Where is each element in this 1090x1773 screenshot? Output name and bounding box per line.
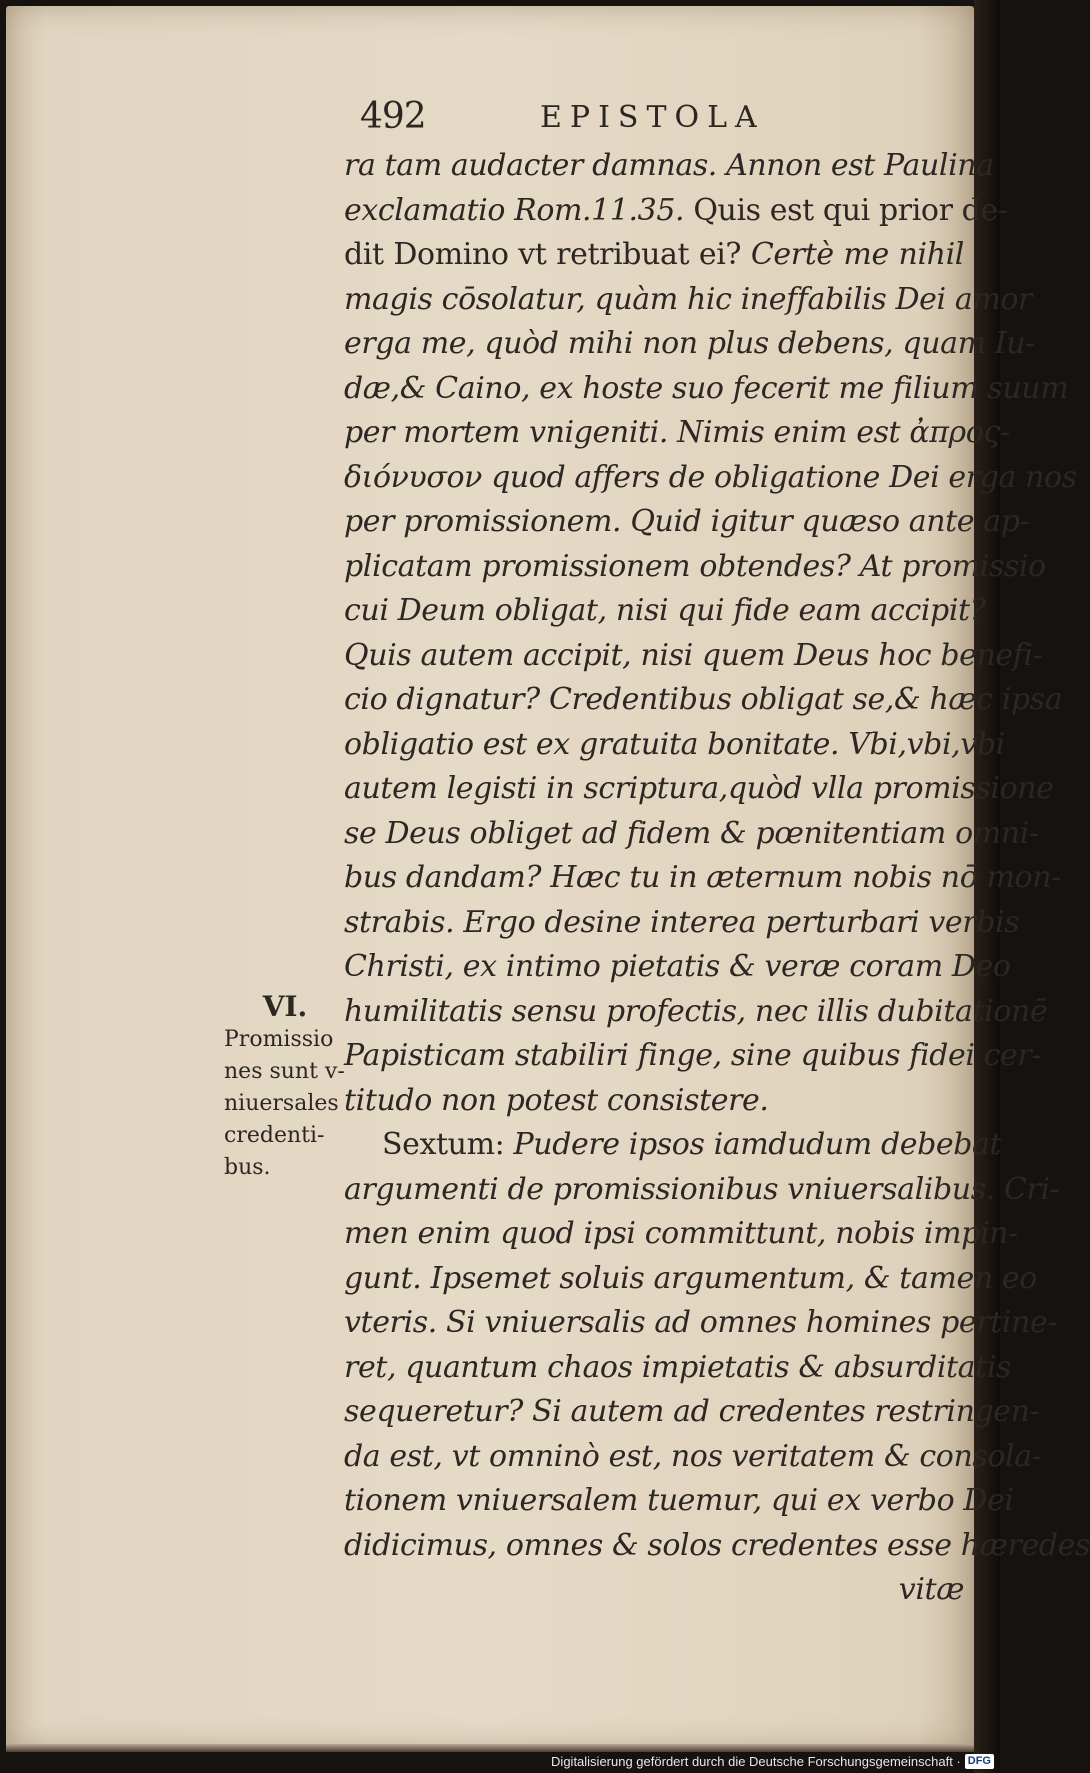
text-line [344,322,1035,367]
marginal-note-line: niuersales [224,1091,339,1116]
dfg-logo-icon: DFG [965,1754,994,1769]
text-line [344,634,1043,679]
text-line [344,456,1077,501]
text-line [344,945,1011,990]
body-text [344,144,1090,1613]
text-line [344,1301,1058,1346]
marginal-note-line: credenti- [224,1123,325,1148]
text-line-italic: tionem vniuersalem tuemur, qui ex verbo Dei [344,1483,1014,1518]
text-line [344,723,1005,768]
text-line [344,233,964,278]
text-line [344,1123,1002,1168]
text-line [344,812,1039,857]
text-line [344,1568,964,1613]
text-line [344,1390,1040,1435]
text-line [344,367,1069,412]
text-line-italic: ret, quantum chaos impietatis & absurditatis [344,1349,1012,1385]
text-line [344,1079,964,1124]
text-line-roman: Quis est qui prior de- [684,192,1008,228]
text-line [344,411,1010,456]
text-line [344,901,1020,946]
text-line-italic: bus dandam? Hæc tu in æternum nobis nō mon- [344,860,1061,895]
text-line-italic: obligatio est ex gratuita bonitate. Vbi,vbi,vbi [344,726,1005,762]
marginal-note [224,990,345,1184]
text-line-italic: strabis. Ergo desine interea perturbari verbis [344,904,1020,940]
text-line [344,189,1008,234]
text-line-italic: ra tam audacter damnas. Annon est Paulina [344,148,994,183]
digitization-footer [551,1751,994,1771]
text-line [344,678,1063,723]
marginal-note-line: nes sunt v- [224,1059,345,1084]
page-header [360,96,980,140]
text-line [344,500,1030,545]
text-line [344,1212,1018,1257]
text-line-italic: Pudere ipsos iamdudum debebat [504,1127,1002,1162]
text-line [344,767,1054,812]
text-line-italic: vteris. Si vniuersalis ad omnes homines pertine- [344,1305,1058,1340]
text-line-italic: διόνυσον quod affers de obligatione Dei erga nos [344,459,1077,495]
text-line-roman: Sextum: [382,1127,505,1162]
text-line-italic: per promissionem. Quid igitur quæso ante ap- [344,504,1030,539]
text-line [344,1346,1012,1391]
marginal-note-line: bus. [224,1155,271,1180]
text-line [344,1524,1090,1569]
text-line-roman: dit Domino vt retribuat ei? [344,237,742,272]
text-line-italic: autem legisti in scriptura,quòd vlla promissione [344,771,1054,806]
text-line-italic: vitæ [898,1572,964,1607]
text-line [344,144,994,189]
text-line [344,1034,1042,1079]
text-line-italic: Papisticam stabiliri finge, sine quibus fidei cer- [344,1038,1042,1073]
text-line-italic: titudo non potest consistere. [344,1082,769,1118]
page-number: 492 [360,96,426,137]
text-line-italic: plicatam promissionem obtendes? At promissio [344,548,1046,584]
text-line [344,1479,1014,1524]
text-line [344,990,1048,1035]
text-line-italic: exclamatio Rom.11.35. [344,192,685,228]
text-line [344,1435,1042,1480]
text-line-italic: dæ,& Caino, ex hoste suo fecerit me filium suum [344,370,1069,406]
text-line-italic: da est, vt omninò est, nos veritatem & consola- [344,1438,1042,1474]
text-line [344,589,986,634]
text-line [344,1168,1060,1213]
text-line [344,1257,1037,1302]
text-line-italic: sequeretur? Si autem ad credentes restringen- [344,1394,1040,1429]
running-head: EPISTOLA [540,100,765,135]
text-line-italic: men enim quod ipsi committunt, nobis impin- [344,1216,1018,1251]
text-line-italic: erga me, quòd mihi non plus debens, quam Iu- [344,326,1035,361]
text-line-italic: gunt. Ipsemet soluis argumentum, & tamen eo [344,1260,1037,1296]
text-line-italic: cui Deum obligat, nisi qui fide eam accipit? [344,593,986,628]
text-line-italic: Certè me nihil [741,237,964,272]
text-line-italic: cio dignatur? Credentibus obligat se,& hæc ipsa [344,682,1063,717]
text-line-italic: humilitatis sensu profectis, nec illis dubitationē [344,993,1048,1029]
text-line-italic: didicimus, omnes & solos credentes esse hæredes [344,1527,1090,1563]
footer-credit: Digitalisierung gefördert durch die Deutsche Forschungsgemeinschaft · [551,1753,961,1769]
text-line [344,278,1032,323]
text-line [344,856,1061,901]
text-line-italic: argumenti de promissionibus vniuersalibus. Cri- [344,1171,1060,1207]
marginal-note-line: Promissio [224,1027,334,1052]
text-line-italic: magis cōsolatur, quàm hic ineffabilis Dei amor [344,281,1032,317]
text-line-italic: Christi, ex intimo pietatis & veræ coram Deo [344,949,1011,984]
text-line [344,545,1046,590]
marginal-note-number: VI. [262,990,308,1023]
text-line-italic: per mortem vnigeniti. Nimis enim est ἀπρος- [344,415,1010,450]
text-line-italic: se Deus obliget ad fidem & pœnitentiam omni- [344,815,1039,851]
text-line-italic: Quis autem accipit, nisi quem Deus hoc benefi- [344,637,1043,673]
